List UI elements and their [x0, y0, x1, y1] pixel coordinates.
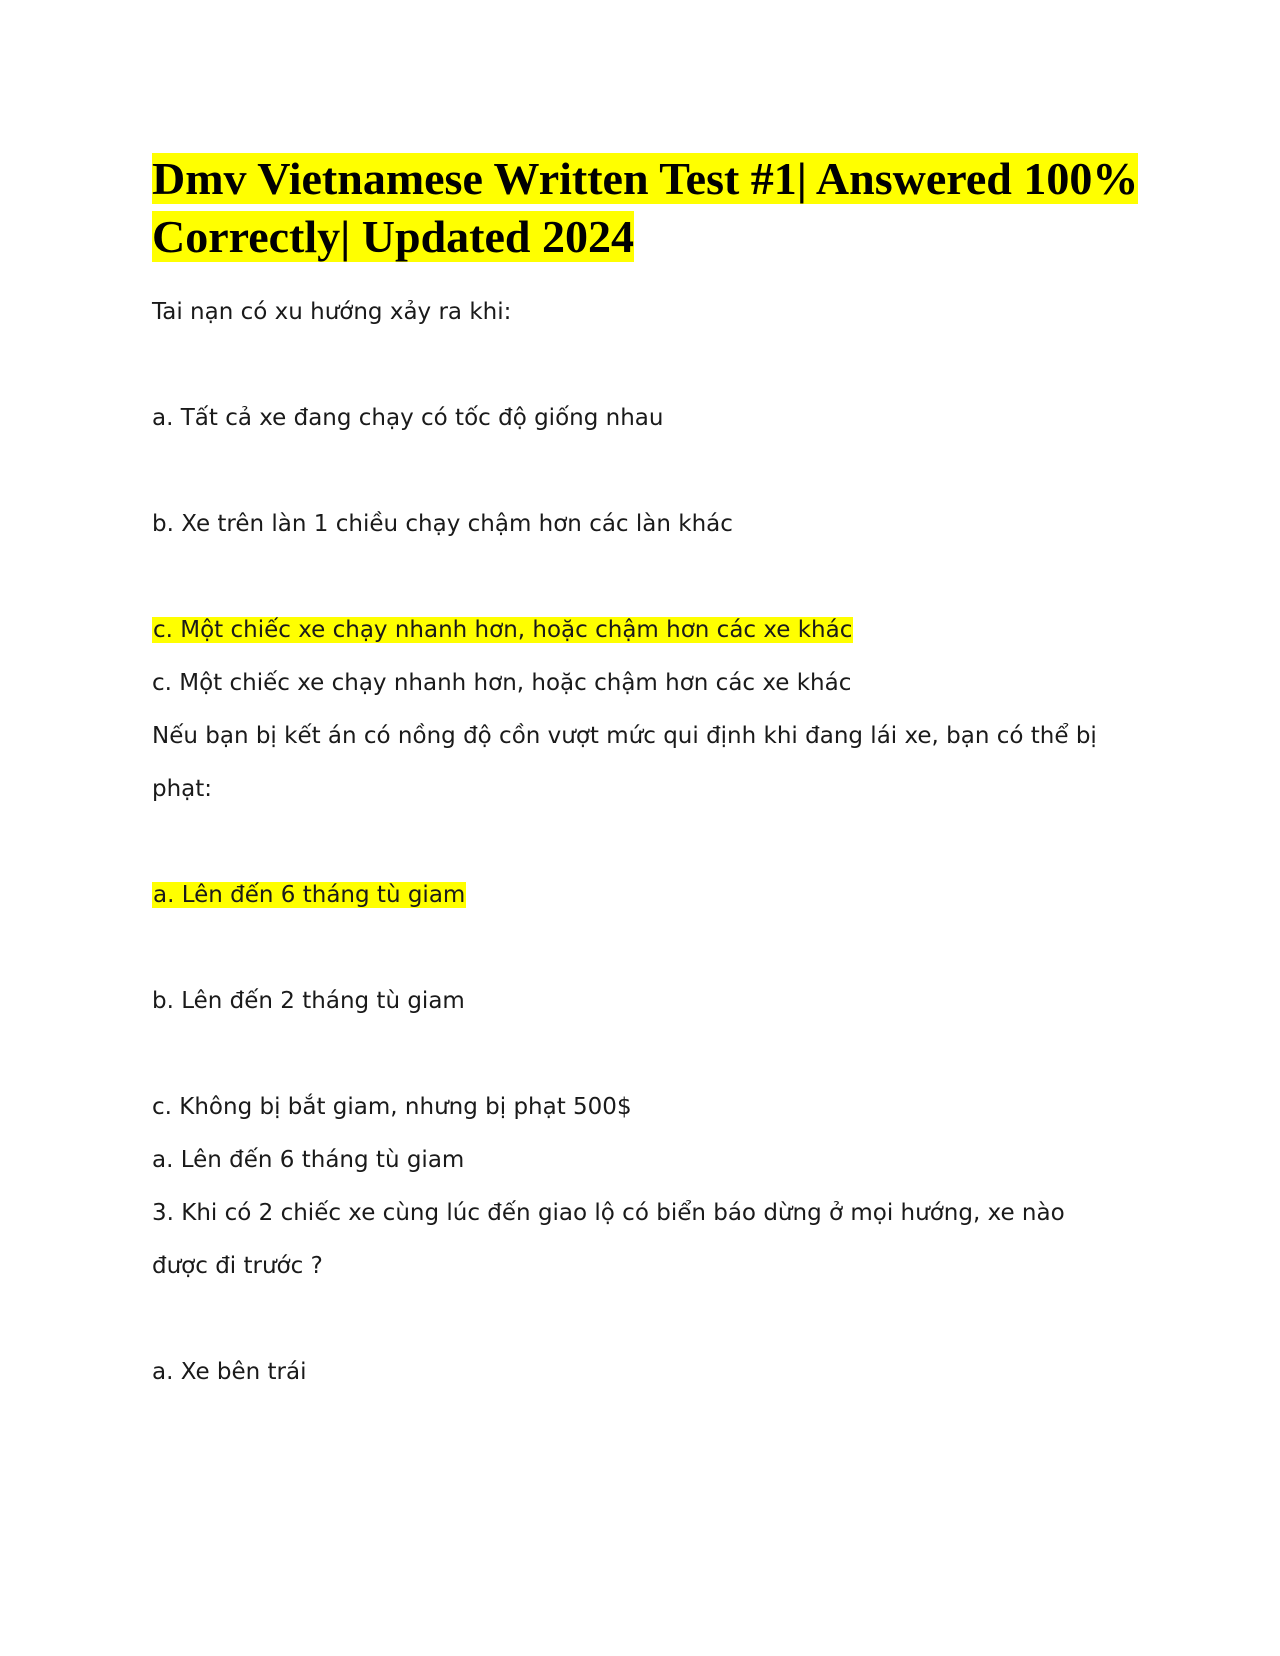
question-1-answer: c. Một chiếc xe chạy nhanh hơn, hoặc chậm hơn các xe khác [152, 670, 852, 696]
question-3-option-a: a. Xe bên trái [152, 1359, 307, 1385]
question-1-correct-highlight: c. Một chiếc xe chạy nhanh hơn, hoặc chậm hơn các xe khác [153, 617, 853, 643]
question-1-text: Tai nạn có xu hướng xảy ra khi: [152, 299, 512, 325]
question-1-option-a: a. Tất cả xe đang chạy có tốc độ giống nhau [152, 405, 664, 431]
document-title [152, 150, 1152, 266]
question-1-option-c [152, 615, 853, 645]
document-title-text: Dmv Vietnamese Written Test #1| Answered 100% Correctly| Updated 2024 [152, 153, 1139, 262]
question-2-option-b: b. Lên đến 2 tháng tù giam [152, 988, 465, 1014]
question-3-text-line-1: 3. Khi có 2 chiếc xe cùng lúc đến giao lộ có biển báo dừng ở mọi hướng, xe nào [152, 1200, 1065, 1226]
question-2-text-line-2: phạt: [152, 776, 213, 802]
question-2-correct-highlight: a. Lên đến 6 tháng tù giam [153, 882, 466, 908]
question-2-answer: a. Lên đến 6 tháng tù giam [152, 1147, 465, 1173]
question-1-option-b: b. Xe trên làn 1 chiều chạy chậm hơn các làn khác [152, 511, 733, 537]
question-3-text-line-2: được đi trước ? [152, 1253, 323, 1279]
question-2-option-a [152, 880, 466, 910]
question-2-option-c: c. Không bị bắt giam, nhưng bị phạt 500$ [152, 1094, 632, 1120]
question-2-text-line-1: Nếu bạn bị kết án có nồng độ cồn vượt mức qui định khi đang lái xe, bạn có thể bị [152, 723, 1097, 749]
